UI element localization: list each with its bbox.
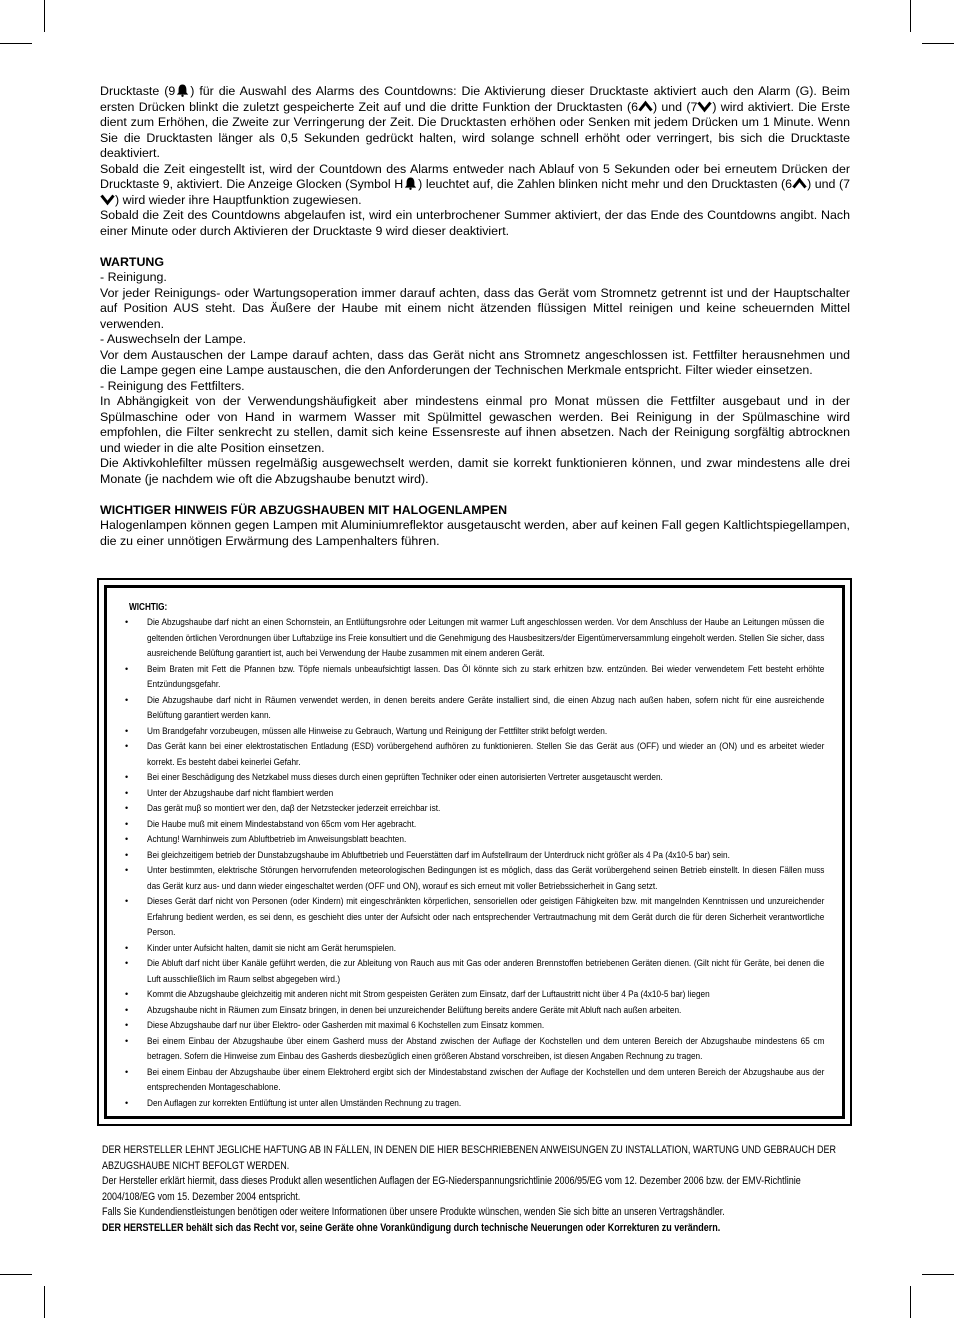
crop-mark: [44, 0, 45, 32]
bullet-icon: •: [125, 834, 129, 844]
bullet-icon: •: [125, 1066, 129, 1077]
footer-liability: DER HERSTELLER LEHNT JEGLICHE HAFTUNG AB IN FÄLLEN, IN DENEN DIE HIER BESCHRIEBENEN ANWEISUNGEN ZU INSTALLATION, WARTUNG UND GEBRAUCH DER ABZUGSHAUBE NICHT BEFOLGT WERDEN.: [102, 1144, 837, 1172]
warning-list: [121, 615, 826, 1111]
warning-box: [97, 578, 852, 1126]
wartung-line: Vor jeder Reinigungs- oder Wartungsoperation immer darauf achten, dass das Gerät vom Stromnetz getrennt ist und der Hauptschalter auf Position AUS steht. Das Äußere der Haube mit einem nicht ätzenden flüssigen Mittel reinigen und keine scheuernden Mittel verwenden.: [100, 285, 850, 331]
warning-item: [121, 956, 826, 987]
warning-title: WICHTIG:: [129, 602, 168, 613]
bullet-icon: •: [125, 663, 129, 674]
crop-mark: [910, 1286, 911, 1318]
crop-mark: [922, 43, 954, 44]
warning-item-text: Abzugshaube nicht in Räumen zum Einsatz bringen, in denen bei unzureichender Belüftung bereits andere Geräte mit Abluft nach außen arbeiten.: [147, 1004, 682, 1016]
bullet-icon: •: [125, 849, 129, 860]
warning-item: [121, 832, 826, 848]
bullet-icon: •: [125, 865, 129, 875]
warning-item-text: Bei einem Einbau der Abzugshaube über einem Gasherd muss der Abstand zwischen der Auflage der Kochstellen und dem unteren Bereich der Abzugshaube mindestens 65 cm betragen. Sofern die Hinweise zum Einbau des Gasherds diesbezüglich einen größeren Abstand vorschreiben, ist diesen Angaben Rechnung zu tragen.: [147, 1035, 825, 1062]
chevron-up-icon: [638, 100, 653, 113]
warning-item: [121, 693, 826, 724]
wartung-line: Vor dem Austauschen der Lampe darauf achten, dass das Gerät nicht ans Stromnetz angeschlossen ist. Fettfilter herausnehmen und die Lampe gegen eine Lampe austauschen, die den Anforderungen der Technischen Merkmale entspricht. Filter wieder einsetzen.: [100, 347, 850, 377]
warning-item-text: Bei einem Einbau der Abzugshaube über einem Elektroherd ergibt sich der Mindestabstand zwischen der Auflage der Kochstellen und dem unteren Bereich der Abzugshaube aus der entsprechenden Montageschablone.: [147, 1066, 825, 1093]
warning-item-text: Die Abzugshaube darf nicht an einen Schornstein, an Entlüftungsrohre oder Leitungen mit warmer Luft angeschlossen werden. Vor dem Anschluss der Haube an Leitungen müssen die geltenden örtlichen Verordnungen über Luftabzüge ins Freie konsultiert und die Genehmigung des Hausbesitzers/der Eigentümerversammlung eingeholt werden. Stellen Sie sicher, dass ausreichende Belüftung garantiert ist, auch bei Verwendung der Haube zusammen mit einem anderen Gerät.: [147, 617, 825, 659]
crop-mark: [910, 0, 911, 32]
warning-item-text: Bei gleichzeitigem betrieb der Dunstabzugshaube im Abluftbetrieb und Feuerstätten darf im Aufstellraum der Unterdruck nicht größer als 4 Pa (4x10-5 bar) sein.: [147, 849, 730, 861]
bullet-icon: •: [125, 896, 129, 906]
warning-item: [121, 801, 826, 817]
main-text: [100, 84, 850, 549]
bullet-icon: •: [125, 1020, 129, 1030]
chevron-down-icon: [697, 100, 712, 113]
warning-item: [121, 863, 826, 894]
warning-item-text: Die Abluft darf nicht über Kanäle geführt werden, die zur Ableitung von Rauch aus mit Gas oder anderen Brennstoffen betriebenen Geräten dienen. (Gilt nicht für Geräte, bei denen die Luft ausschließlich im Raum selbst abgegeben wird.): [147, 958, 825, 985]
crop-mark: [922, 1274, 954, 1275]
warning-item-text: Kinder unter Aufsicht halten, damit sie nicht am Gerät herumspielen.: [147, 942, 397, 954]
warning-item: [121, 1096, 826, 1112]
bullet-icon: •: [125, 725, 129, 736]
paragraph-countdown-activation: Sobald die Zeit eingestellt ist, wird der Countdown des Alarms entweder nach Ablauf von 5 Sekunden oder bei erneutem Drücken der Drucktaste 9, aktiviert. Die Anzeige Glocken (Symbol H ) leuchtet auf, die Zahlen blinken nicht mehr und den Drucktasten (6 ) und (7 ) wird wieder ihre Hauptfunktion zugewiesen.: [100, 161, 851, 207]
wartung-line: - Reinigung.: [100, 270, 167, 284]
warning-item: [121, 662, 826, 693]
warning-item: [121, 894, 826, 941]
bullet-icon: •: [125, 787, 129, 798]
wartung-line: Die Aktivkohlefilter müssen regelmäßig ausgewechselt werden, damit sie korrekt funktionieren können, und zwar mindestens alle drei Monate (je nachdem wie oft die Abzugshaube benutzt wird).: [100, 456, 850, 486]
warning-box-inner: [104, 585, 845, 1119]
footer-service: Falls Sie Kundendienstleistungen benötigen oder weitere Informationen über unsere Produkte wünschen, wenden Sie sich bitte an unseren Vertragshändler.: [102, 1206, 725, 1218]
warning-item: [121, 817, 826, 833]
warning-item-text: Bei einer Beschädigung des Netzkabel muss dieses durch einen geprüften Techniker oder einen autorisierten Vertreter ausgetauscht werden.: [147, 772, 663, 783]
paragraph-alarm-button: Drucktaste (9 ) für die Auswahl des Alarms des Countdowns: Die Aktivierung dieser Drucktaste aktiviert auch den Alarm (G). Beim ersten Drücken blinkt die zuletzt gespeicherte Zeit auf und die dritte Funktion der Drucktasten (6 ) und (7 ) wird aktiviert. Die Erste dient zum Erhöhen, die Zweite zur Verringerung der Zeit. Die Drucktasten erhöhen oder Senken mit jedem Drücken um 1 Minute. Wenn Sie die Drucktasten länger als 0,5 Sekunden gedrückt halten, wird solange schnell erhöht oder verringert, bis sich die Drucktaste deaktiviert.: [100, 84, 851, 160]
warning-item-text: Unter der Abzugshaube darf nicht flambiert werden: [147, 787, 334, 799]
warning-item-text: Das gerät muβ so montiert wer den, daβ der Netzstecker jederzeit erreichbar ist.: [147, 803, 441, 814]
warning-item: [121, 739, 826, 770]
warning-item: [121, 987, 826, 1003]
warning-item-text: Den Auflagen zur korrekten Entlüftung ist unter allen Umständen Rechnung zu tragen.: [147, 1097, 462, 1109]
wartung-section: [100, 270, 850, 487]
bullet-icon: •: [125, 694, 129, 705]
chevron-up-icon: [792, 177, 807, 190]
wartung-line: - Reinigung des Fettfilters.: [100, 378, 245, 393]
warning-item: [121, 724, 826, 740]
wartung-line: In Abhängigkeit von der Verwendungshäufigkeit aber mindestens einmal pro Monat müssen die Fettfilter ausgebaut und in der Spülmaschine oder von Hand in warmem Wasser mit Spülmittel gewaschen werden. Bei Reinigung in der Spülmaschine wird empfohlen, die Filter senkrecht zu stellen, damit sich keine Essensreste auf ihnen absetzen. Nach der Reinigung sorgfältig abtrocknen und wieder in die alte Position einsetzen.: [100, 394, 850, 455]
bullet-icon: •: [125, 958, 129, 968]
footer-declaration: Der Hersteller erklärt hiermit, dass dieses Produkt allen wesentlichen Auflagen der EG-Niederspannungsrichtlinie 2006/95/EG vom 12. Dezember 2006 bzw. der EMV-Richtlinie 2004/108/EG vom 15. Dezember 2004 entspricht.: [102, 1175, 801, 1203]
heading-halogen: WICHTIGER HINWEIS FÜR ABZUGSHAUBEN MIT HALOGENLAMPEN: [100, 502, 508, 517]
heading-wartung: WARTUNG: [100, 254, 165, 269]
bullet-icon: •: [125, 989, 129, 999]
warning-item: [121, 941, 826, 957]
warning-item: [121, 770, 826, 786]
warning-item-text: Die Haube muß mit einem Mindestabstand von 65cm vom Her agebracht.: [147, 818, 417, 830]
bullet-icon: •: [125, 803, 129, 813]
warning-item: [121, 1065, 826, 1096]
bullet-icon: •: [125, 1035, 129, 1046]
footer-rights: DER HERSTELLER behält sich das Recht vor, seine Geräte ohne Vorankündigung durch technische Neuerungen oder Korrekturen zu verändern.: [102, 1221, 721, 1234]
bell-icon: [403, 177, 418, 190]
paragraph-countdown-end: Sobald die Zeit des Countdowns abgelaufen ist, wird ein unterbrochener Summer aktiviert, der das Ende des Countdowns angibt. Nach einer Minute oder durch Aktivieren der Drucktaste 9 wird dieser deaktiviert.: [100, 208, 850, 238]
bullet-icon: •: [125, 617, 129, 627]
bullet-icon: •: [125, 942, 129, 953]
chevron-down-icon: [100, 193, 115, 206]
warning-item-text: Dieses Gerät darf nicht von Personen (oder Kindern) mit eingeschränkten körperlichen, sensoriellen oder geistigen Fähigkeiten bzw. mit mangelnden Kenntnissen und unzureichender Erfahrung bedient werden, es sei denn, es geschieht dies unter der Aufsicht oder nach entsprechender Vertrautmachung mit dem Gerät durch die für deren Sicherheit verantwortliche Person.: [147, 896, 825, 938]
bullet-icon: •: [125, 1097, 129, 1108]
warning-item-text: Beim Braten mit Fett die Pfannen bzw. Töpfe niemals unbeaufsichtigt lassen. Das Öl könnte sich zu stark erhitzen bzw. entzünden. Bei wieder verwendetem Fett besteht erhöhte Entzündungsgefahr.: [147, 663, 825, 690]
crop-mark: [0, 43, 32, 44]
wartung-line: - Auswechseln der Lampe.: [100, 332, 247, 346]
warning-item-text: Achtung! Warnhinweis zum Abluftbetrieb im Anweisungsblatt beachten.: [147, 834, 407, 845]
crop-mark: [0, 1274, 32, 1275]
warning-item-text: Diese Abzugshaube darf nur über Elektro- oder Gasherden mit maximal 6 Kochstellen zum Einsatz kommen.: [147, 1020, 545, 1031]
crop-mark: [44, 1286, 45, 1318]
warning-item-text: Um Brandgefahr vorzubeugen, müssen alle Hinweise zu Gebrauch, Wartung und Reinigung der Fettfilter strikt befolgt werden.: [147, 725, 608, 737]
warning-item: [121, 1018, 826, 1034]
warning-item-text: Kommt die Abzugshaube gleichzeitig mit anderen nicht mit Strom gespeisten Geräten zum Einsatz, darf der Luftaustritt nicht über 4 Pa (4x10-5 bar) liegen: [147, 989, 710, 1000]
warning-item: [121, 848, 826, 864]
warning-item: [121, 786, 826, 802]
warning-item-text: Die Abzugshaube darf nicht in Räumen verwendet werden, in denen bereits andere Geräte installiert sind, die einen Abzug nach außen haben, sofern nicht für eine ausreichende Belüftung garantiert werden kann.: [147, 694, 825, 721]
warning-item: [121, 1003, 826, 1019]
warning-item-text: Das Gerät kann bei einer elektrostatischen Entladung (ESD) vorübergehend aufhören zu funktionieren. Stellen Sie das Gerät aus (OFF) und wieder an (ON) und es arbeitet wieder korrekt. Es besteht dabei keinerlei Gefahr.: [147, 741, 825, 768]
warning-item: [121, 615, 826, 662]
warning-item: [121, 1034, 826, 1065]
bullet-icon: •: [125, 1004, 129, 1015]
bullet-icon: •: [125, 772, 129, 782]
paragraph-halogen: Halogenlampen können gegen Lampen mit Aluminiumreflektor ausgetauscht werden, aber auf keinen Fall gegen Kaltlichtspiegellampen, die zu einer unnötigen Erwärmung des Lampenhalters führen.: [100, 518, 850, 548]
warning-item-text: Unter bestimmten, elektrische Störungen hervorrufenden meteorologischen Bedingungen ist es möglich, dass das Gerät vorübergehend seinen Betrieb einstellt. In diesen Fällen muss das Gerät kurz aus- und dann wieder eingeschaltet werden (OFF und ON), worauf es sich erneut mit voller Betriebssicherheit in Gang setzt.: [147, 865, 825, 892]
bell-icon: [175, 84, 190, 97]
bullet-icon: •: [125, 818, 129, 829]
footer: [102, 1143, 850, 1236]
bullet-icon: •: [125, 741, 129, 751]
